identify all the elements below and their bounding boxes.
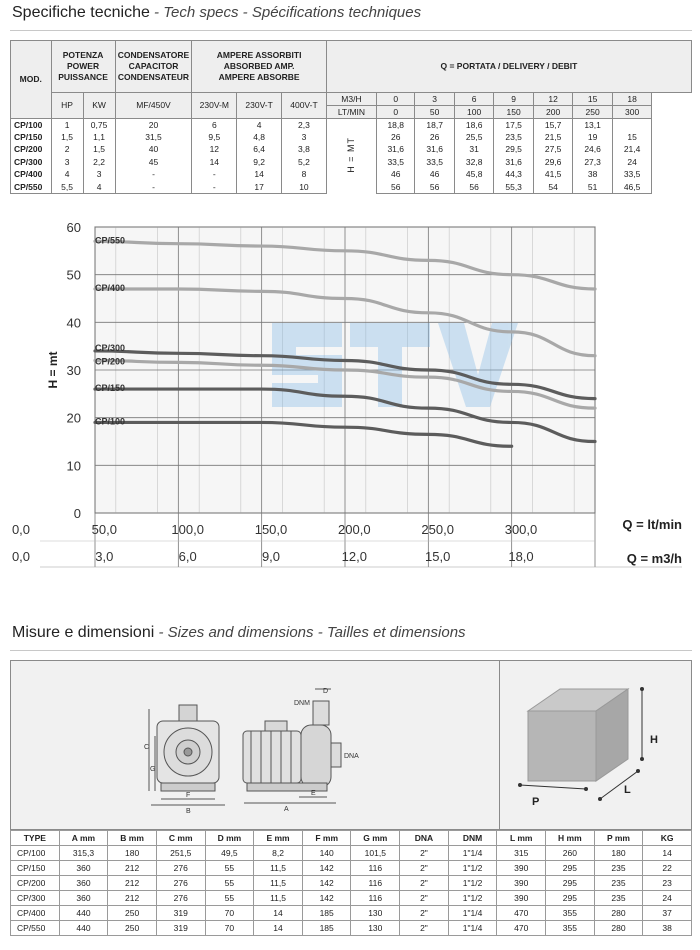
- ltmin-value: 250: [573, 106, 612, 119]
- dims-value-cell: 11,5: [254, 891, 303, 906]
- unit-kw: KW: [83, 93, 115, 119]
- dims-value-cell: 250: [108, 906, 157, 921]
- dims-value-cell: 470: [497, 921, 546, 936]
- dims-value-cell: 55: [205, 891, 254, 906]
- kw-cell: 1,5: [83, 144, 115, 157]
- capacitor-cell: 20: [115, 119, 192, 132]
- m3h-value: 6: [454, 93, 493, 106]
- drawing-label-g: G: [150, 766, 156, 773]
- amp-230m-cell: 14: [192, 156, 237, 169]
- drawing-label-e: E: [311, 790, 316, 797]
- dims-value-cell: 235: [594, 891, 643, 906]
- dims-value-cell: 235: [594, 876, 643, 891]
- head-value-cell: 18,7: [415, 119, 454, 132]
- dims-header-cell: DNM: [448, 831, 497, 846]
- x-tick-label-ltmin: 100,0: [171, 522, 204, 537]
- dims-value-cell: 55: [205, 876, 254, 891]
- head-value-cell: 56: [454, 181, 493, 194]
- head-value-cell: 29,5: [494, 144, 533, 157]
- head-value-cell: 18,8: [377, 119, 415, 132]
- dims-section-title: [12, 624, 466, 642]
- dims-value-cell: 1"1/4: [448, 846, 497, 861]
- mod-header: MOD.: [11, 41, 52, 119]
- x-unit-m3h: Q = m3/h: [626, 551, 682, 566]
- drawing-label-c: C: [144, 744, 150, 751]
- y-tick-label: 30: [66, 363, 81, 378]
- amp-400t-cell: 5,2: [282, 156, 327, 169]
- head-value-cell: 15,7: [533, 119, 572, 132]
- capacitor-cell: 45: [115, 156, 192, 169]
- dims-value-cell: 440: [59, 921, 108, 936]
- dims-value-cell: 276: [156, 891, 205, 906]
- amp-230t-cell: 14: [237, 169, 282, 182]
- head-value-cell: 56: [415, 181, 454, 194]
- head-value-cell: 33,5: [415, 156, 454, 169]
- head-value-cell: 32,8: [454, 156, 493, 169]
- dimension-drawings-panel: [10, 660, 692, 830]
- specs-section-title: [12, 4, 421, 22]
- amp-400t-cell: 8: [282, 169, 327, 182]
- ampere-header: AMPERE ASSORBITI ABSORBED AMP. AMPERE ABSORBE: [192, 41, 326, 93]
- head-value-cell: 15: [612, 131, 651, 144]
- capacitor-cell: -: [115, 169, 192, 182]
- dims-row: [11, 906, 692, 921]
- y-tick-label: 10: [66, 458, 81, 474]
- dims-value-cell: 38: [643, 921, 692, 936]
- drawing-label-b: B: [186, 808, 191, 815]
- head-value-cell: 18,6: [454, 119, 493, 132]
- unit-400v-t: 400V-T: [282, 93, 327, 119]
- dims-header-cell: D mm: [205, 831, 254, 846]
- box-label-p: P: [532, 796, 540, 808]
- dims-value-cell: 315: [497, 846, 546, 861]
- x-tick-label-ltmin: 300,0: [504, 522, 538, 537]
- box-label-h: H: [650, 734, 658, 746]
- hp-cell: 2: [51, 144, 83, 157]
- dims-value-cell: 140: [302, 846, 351, 861]
- head-value-cell: 17,5: [494, 119, 533, 132]
- dims-header-cell: B mm: [108, 831, 157, 846]
- amp-400t-cell: 10: [282, 181, 327, 194]
- head-value-cell: 33,5: [377, 156, 415, 169]
- dims-value-cell: 22: [643, 861, 692, 876]
- h-mt-label-cell: [326, 119, 376, 194]
- dims-value-cell: 185: [302, 906, 351, 921]
- dims-header-cell: H mm: [546, 831, 595, 846]
- dims-value-cell: 142: [302, 891, 351, 906]
- x-tick-label-m3h: 9,0: [261, 549, 281, 564]
- dims-value-cell: 470: [497, 906, 546, 921]
- dims-value-cell: 130: [351, 921, 400, 936]
- dims-value-cell: 360: [59, 861, 108, 876]
- head-value-cell: 31,6: [415, 144, 454, 157]
- amp-230m-cell: 6: [192, 119, 237, 132]
- unit-hp: HP: [51, 93, 83, 119]
- head-value-cell: 51: [573, 181, 612, 194]
- m3h-value: 9: [494, 93, 533, 106]
- series-label: CP/200: [94, 356, 125, 367]
- head-value-cell: 44,3: [494, 169, 533, 182]
- ltmin-value: 300: [612, 106, 651, 119]
- dims-value-cell: 2": [400, 846, 449, 861]
- dims-value-cell: 260: [546, 846, 595, 861]
- x-tick-label-ltmin: 200,0: [338, 522, 371, 537]
- tech-specs-table: [10, 40, 692, 194]
- dims-value-cell: 2": [400, 921, 449, 936]
- head-value-cell: [612, 119, 651, 132]
- x-tick-label-ltmin: 50,0: [91, 522, 117, 537]
- model-cell: CP/100: [11, 119, 52, 132]
- x-tick-label-ltmin: 250,0: [421, 522, 454, 537]
- model-cell: CP/200: [11, 144, 52, 157]
- kw-cell: 3: [83, 169, 115, 182]
- dims-value-cell: 360: [59, 891, 108, 906]
- head-value-cell: 19: [573, 131, 612, 144]
- x-tick-label-ltmin: 150,0: [254, 522, 288, 537]
- series-label: CP/100: [94, 416, 125, 427]
- pump-side-view: [243, 689, 341, 803]
- ltmin-value: 100: [454, 106, 493, 119]
- dims-value-cell: 355: [546, 906, 595, 921]
- dims-value-cell: 70: [205, 921, 254, 936]
- dims-value-cell: 212: [108, 876, 157, 891]
- dims-title-rule: [10, 650, 692, 651]
- dims-value-cell: 276: [156, 861, 205, 876]
- ltmin-label: LT/MIN: [326, 106, 376, 119]
- unit-mf: MF/450V: [115, 93, 192, 119]
- dims-value-cell: 2": [400, 861, 449, 876]
- performance-chart: [10, 205, 692, 595]
- model-cell: CP/150: [11, 131, 52, 144]
- dims-header-cell: A mm: [59, 831, 108, 846]
- m3h-value: 3: [415, 93, 454, 106]
- specs-row: [11, 119, 692, 132]
- dims-value-cell: 276: [156, 876, 205, 891]
- amp-230m-cell: -: [192, 181, 237, 194]
- dims-header-cell: C mm: [156, 831, 205, 846]
- unit-230v-t: 230V-T: [237, 93, 282, 119]
- head-value-cell: 23,5: [494, 131, 533, 144]
- dims-value-cell: 116: [351, 861, 400, 876]
- h-mt-label: H = MT: [345, 136, 356, 173]
- dims-value-cell: 319: [156, 921, 205, 936]
- head-value-cell: 26: [415, 131, 454, 144]
- dims-value-cell: 23: [643, 876, 692, 891]
- dims-type-cell: CP/300: [11, 891, 60, 906]
- capacitor-cell: 40: [115, 144, 192, 157]
- dims-value-cell: 251,5: [156, 846, 205, 861]
- head-value-cell: 31: [454, 144, 493, 157]
- head-value-cell: 38: [573, 169, 612, 182]
- model-cell: CP/400: [11, 169, 52, 182]
- series-label: CP/150: [94, 383, 125, 394]
- head-value-cell: 21,4: [612, 144, 651, 157]
- dims-type-cell: CP/550: [11, 921, 60, 936]
- drawing-label-d: D: [323, 688, 329, 695]
- dims-header-cell: TYPE: [11, 831, 60, 846]
- ltmin-value: 0: [377, 106, 415, 119]
- head-value-cell: 33,5: [612, 169, 651, 182]
- head-value-cell: 25,5: [454, 131, 493, 144]
- head-value-cell: 21,5: [533, 131, 572, 144]
- kw-cell: 4: [83, 181, 115, 194]
- dims-value-cell: 116: [351, 876, 400, 891]
- x-tick-label-m3h: 12,0: [341, 549, 367, 564]
- kw-cell: 0,75: [83, 119, 115, 132]
- dims-value-cell: 130: [351, 906, 400, 921]
- portata-header: Q = PORTATA / DELIVERY / DEBIT: [326, 41, 691, 93]
- dims-value-cell: 295: [546, 861, 595, 876]
- x-tick-label-m3h: 3,0: [95, 549, 114, 564]
- m3h-label: M3/H: [326, 93, 376, 106]
- head-value-cell: 31,6: [377, 144, 415, 157]
- dims-value-cell: 319: [156, 906, 205, 921]
- dims-value-cell: 14: [254, 921, 303, 936]
- dims-row: [11, 876, 692, 891]
- head-value-cell: 27,3: [573, 156, 612, 169]
- model-cell: CP/550: [11, 181, 52, 194]
- dims-type-cell: CP/400: [11, 906, 60, 921]
- dims-value-cell: 390: [497, 876, 546, 891]
- dims-value-cell: 8,2: [254, 846, 303, 861]
- dims-header-cell: G mm: [351, 831, 400, 846]
- dims-value-cell: 24: [643, 891, 692, 906]
- dims-value-cell: 280: [594, 921, 643, 936]
- series-label: CP/400: [94, 282, 125, 293]
- x-tick-label-m3h: 18,0: [508, 549, 534, 564]
- dims-header-cell: KG: [643, 831, 692, 846]
- head-value-cell: 56: [377, 181, 415, 194]
- dims-value-cell: 315,3: [59, 846, 108, 861]
- amp-400t-cell: 2,3: [282, 119, 327, 132]
- x-tick-label-m3h: 0,0: [11, 549, 31, 564]
- m3h-value: 18: [612, 93, 651, 106]
- dims-header-cell: L mm: [497, 831, 546, 846]
- hp-cell: 1: [51, 119, 83, 132]
- x-tick-label-m3h: 6,0: [178, 549, 197, 564]
- capacitor-cell: 31,5: [115, 131, 192, 144]
- head-value-cell: 13,1: [573, 119, 612, 132]
- amp-230t-cell: 9,2: [237, 156, 282, 169]
- amp-400t-cell: 3: [282, 131, 327, 144]
- y-tick-label: 20: [66, 410, 81, 426]
- pump-front-view: [149, 705, 225, 805]
- head-value-cell: 24,6: [573, 144, 612, 157]
- dims-value-cell: 1"1/2: [448, 891, 497, 906]
- ltmin-value: 200: [533, 106, 572, 119]
- dims-value-cell: 55: [205, 861, 254, 876]
- dims-value-cell: 2": [400, 891, 449, 906]
- dims-value-cell: 390: [497, 891, 546, 906]
- dims-value-cell: 14: [254, 906, 303, 921]
- dims-type-cell: CP/150: [11, 861, 60, 876]
- series-label: CP/550: [94, 235, 125, 246]
- dims-header-cell: DNA: [400, 831, 449, 846]
- packaging-box-drawing: [500, 661, 692, 829]
- dims-value-cell: 1"1/2: [448, 876, 497, 891]
- hp-cell: 5,5: [51, 181, 83, 194]
- amp-230m-cell: -: [192, 169, 237, 182]
- m3h-value: 12: [533, 93, 572, 106]
- y-tick-label: 40: [66, 315, 81, 331]
- y-tick-label: 50: [66, 267, 81, 283]
- amp-230m-cell: 9,5: [192, 131, 237, 144]
- specs-title-sub: - Tech specs - Spécifications techniques: [149, 4, 422, 21]
- dims-value-cell: 1"1/2: [448, 861, 497, 876]
- condensatore-header: CONDENSATORE CAPACITOR CONDENSATEUR: [115, 41, 192, 93]
- amp-400t-cell: 3,8: [282, 144, 327, 157]
- model-cell: CP/300: [11, 156, 52, 169]
- dims-value-cell: 180: [594, 846, 643, 861]
- dims-value-cell: 1"1/4: [448, 906, 497, 921]
- dims-row: [11, 861, 692, 876]
- hp-cell: 1,5: [51, 131, 83, 144]
- dims-value-cell: 37: [643, 906, 692, 921]
- dims-value-cell: 295: [546, 876, 595, 891]
- drawing-label-f: F: [186, 792, 191, 799]
- drawing-label-dnm: DNM: [294, 700, 310, 707]
- head-value-cell: 29,6: [533, 156, 572, 169]
- head-value-cell: 26: [377, 131, 415, 144]
- dims-value-cell: 116: [351, 891, 400, 906]
- head-value-cell: 31,6: [494, 156, 533, 169]
- x-unit-ltmin: Q = lt/min: [622, 517, 682, 532]
- hp-cell: 4: [51, 169, 83, 182]
- unit-230v-m: 230V-M: [192, 93, 237, 119]
- drawing-label-a: A: [284, 806, 289, 813]
- dims-value-cell: 355: [546, 921, 595, 936]
- dims-value-cell: 11,5: [254, 876, 303, 891]
- dims-row: [11, 921, 692, 936]
- dims-title-main: Misure e dimensioni: [12, 624, 155, 641]
- dims-value-cell: 11,5: [254, 861, 303, 876]
- dims-value-cell: 280: [594, 906, 643, 921]
- ltmin-value: 150: [494, 106, 533, 119]
- dims-value-cell: 360: [59, 876, 108, 891]
- dimensions-table: [10, 830, 692, 936]
- dims-value-cell: 235: [594, 861, 643, 876]
- dims-value-cell: 212: [108, 861, 157, 876]
- head-value-cell: 54: [533, 181, 572, 194]
- dims-header-cell: E mm: [254, 831, 303, 846]
- dims-value-cell: 101,5: [351, 846, 400, 861]
- head-value-cell: 45,8: [454, 169, 493, 182]
- amp-230t-cell: 4: [237, 119, 282, 132]
- dims-value-cell: 212: [108, 891, 157, 906]
- dims-type-cell: CP/100: [11, 846, 60, 861]
- dims-value-cell: 142: [302, 861, 351, 876]
- kw-cell: 1,1: [83, 131, 115, 144]
- head-value-cell: 27,5: [533, 144, 572, 157]
- specs-title-main: Specifiche tecniche: [12, 4, 150, 21]
- ltmin-value: 50: [415, 106, 454, 119]
- m3h-value: 0: [377, 93, 415, 106]
- dims-value-cell: 185: [302, 921, 351, 936]
- amp-230t-cell: 6,4: [237, 144, 282, 157]
- dims-value-cell: 2": [400, 876, 449, 891]
- dims-value-cell: 250: [108, 921, 157, 936]
- x-tick-label-m3h: 15,0: [425, 549, 451, 564]
- amp-230t-cell: 17: [237, 181, 282, 194]
- head-value-cell: 55,3: [494, 181, 533, 194]
- dims-value-cell: 180: [108, 846, 157, 861]
- potenza-header: POTENZA POWER PUISSANCE: [51, 41, 115, 93]
- specs-title-rule: [10, 30, 692, 31]
- y-tick-label: 60: [66, 220, 81, 235]
- box-label-l: L: [624, 784, 631, 796]
- dims-value-cell: 1"1/4: [448, 921, 497, 936]
- pump-technical-drawing: [11, 661, 499, 829]
- dims-row: [11, 891, 692, 906]
- dims-value-cell: 70: [205, 906, 254, 921]
- capacitor-cell: -: [115, 181, 192, 194]
- y-axis-label: H = mt: [46, 351, 60, 389]
- dims-value-cell: 49,5: [205, 846, 254, 861]
- dims-header-cell: P mm: [594, 831, 643, 846]
- dims-value-cell: 295: [546, 891, 595, 906]
- dims-title-sub: - Sizes and dimensions - Tailles et dimensions: [154, 624, 466, 641]
- dims-value-cell: 440: [59, 906, 108, 921]
- amp-230m-cell: 12: [192, 144, 237, 157]
- kw-cell: 2,2: [83, 156, 115, 169]
- dims-header-cell: F mm: [302, 831, 351, 846]
- series-label: CP/300: [94, 342, 125, 353]
- amp-230t-cell: 4,8: [237, 131, 282, 144]
- head-value-cell: 46: [377, 169, 415, 182]
- x-tick-label-ltmin: 0,0: [11, 522, 31, 537]
- dims-value-cell: 390: [497, 861, 546, 876]
- head-value-cell: 41,5: [533, 169, 572, 182]
- head-value-cell: 24: [612, 156, 651, 169]
- dims-value-cell: 142: [302, 876, 351, 891]
- head-value-cell: 46: [415, 169, 454, 182]
- y-tick-label: 0: [73, 506, 81, 521]
- drawing-label-dna: DNA: [344, 753, 359, 760]
- m3h-value: 15: [573, 93, 612, 106]
- head-value-cell: 46,5: [612, 181, 651, 194]
- dims-type-cell: CP/200: [11, 876, 60, 891]
- dims-value-cell: 14: [643, 846, 692, 861]
- dims-row: [11, 846, 692, 861]
- dims-value-cell: 2": [400, 906, 449, 921]
- hp-cell: 3: [51, 156, 83, 169]
